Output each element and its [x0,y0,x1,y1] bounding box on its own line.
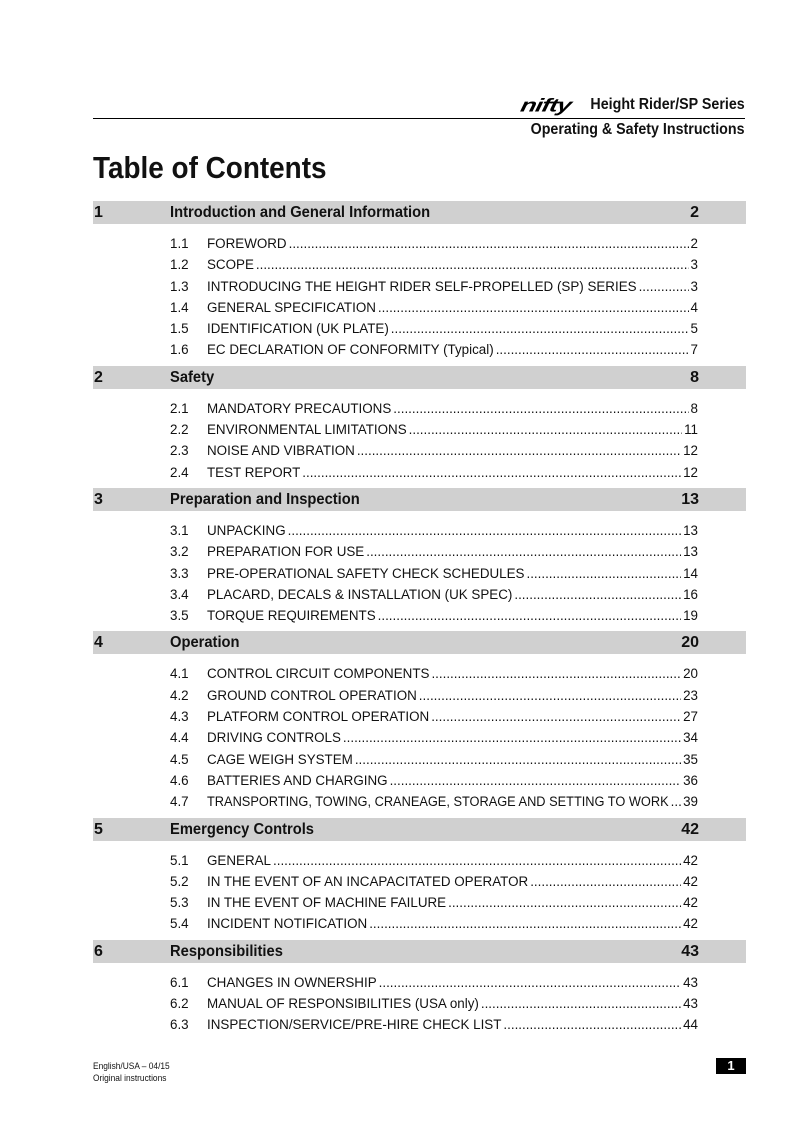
entry-title: IDENTIFICATION (UK PLATE) [207,321,389,337]
dot-leader [448,892,681,913]
section-header-2[interactable] [93,366,746,389]
entry-title: INSPECTION/SERVICE/PRE-HIRE CHECK LIST [207,1017,502,1033]
entry-page: 43 [683,996,698,1012]
footer-language-date: English/USA – 04/15 [93,1061,170,1072]
entry-title: EC DECLARATION OF CONFORMITY (Typical) [207,342,494,358]
section-entries-2 [93,389,746,488]
entry-page: 19 [683,608,698,624]
section-number: 1 [94,204,103,221]
toc-entry[interactable] [170,727,698,748]
section-page: 43 [681,942,699,960]
toc-entry[interactable] [170,419,698,440]
section-entries-5 [93,841,746,940]
section-number: 3 [94,490,103,508]
toc-entry[interactable] [170,685,698,706]
entry-title: UNPACKING [207,522,286,538]
section-page: 2 [690,204,699,221]
entry-number: 6.1 [170,974,189,990]
dot-leader [431,706,681,727]
section-title: Operation [170,634,240,652]
entry-number: 2.1 [170,400,189,416]
document-subtitle: Operating & Safety Instructions [531,121,745,138]
entry-page: 36 [683,772,698,788]
toc-entry[interactable] [170,993,698,1014]
toc-entry[interactable] [170,584,698,605]
dot-leader [530,871,681,892]
entry-title: CHANGES IN OWNERSHIP [207,974,377,990]
dot-leader [496,339,689,360]
dot-leader [514,584,681,605]
entry-page: 23 [683,687,698,703]
entry-title: MANDATORY PRECAUTIONS [207,400,392,416]
section-entries-3 [93,511,746,631]
section-title: Safety [170,368,215,386]
toc-entry[interactable] [170,254,698,275]
entry-number: 4.6 [170,772,189,788]
entry-page: 8 [690,400,698,416]
entry-number: 1.5 [170,321,189,337]
entry-page: 42 [683,852,698,868]
dot-leader [481,993,681,1014]
entry-page: 12 [683,443,698,459]
entry-title: PREPARATION FOR USE [207,544,365,560]
header-rule [93,118,745,119]
entry-page: 2 [690,236,698,251]
toc-entry[interactable] [170,605,698,626]
dot-leader [391,318,689,339]
toc-entry[interactable] [170,398,698,419]
dot-leader [378,297,689,318]
entry-number: 3.3 [170,565,189,581]
entry-number: 1.4 [170,299,189,315]
entry-page: 39 [683,794,698,810]
toc-entry[interactable] [170,892,698,913]
entry-number: 4.3 [170,709,189,725]
entry-title: INTRODUCING THE HEIGHT RIDER SELF-PROPELLED (SP) SERIES [207,278,637,294]
toc-entry[interactable] [170,706,698,727]
toc-entry[interactable] [170,440,698,461]
toc-entry[interactable] [170,297,698,318]
toc-entry[interactable] [170,871,698,892]
entry-number: 3.4 [170,586,189,602]
entry-number: 2.2 [170,422,189,438]
dot-leader [671,791,681,812]
entry-title: PRE-OPERATIONAL SAFETY CHECK SCHEDULES [207,565,525,581]
dot-leader [393,398,688,419]
entry-title: PLACARD, DECALS & INSTALLATION (UK SPEC) [207,586,513,602]
section-title: Introduction and General Information [170,204,431,221]
entry-page: 14 [683,565,698,581]
entry-number: 4.4 [170,730,189,746]
page-title: Table of Contents [93,150,327,185]
entry-title: FOREWORD [207,236,287,251]
entry-page: 42 [683,873,698,889]
dot-leader [355,749,681,770]
entry-page: 35 [683,751,698,767]
entry-number: 5.2 [170,873,189,889]
dot-leader [273,850,681,871]
section-header-6[interactable] [93,940,746,963]
entry-page: 7 [690,342,698,358]
entry-title: TRANSPORTING, TOWING, CRANEAGE, STORAGE AND SETTING TO WORK [207,794,669,810]
section-page: 42 [681,820,699,838]
toc-entry[interactable] [170,318,698,339]
section-title: Responsibilities [170,942,283,960]
dot-leader [369,913,681,934]
entry-number: 4.5 [170,751,189,767]
dot-leader [431,663,681,684]
entry-number: 4.1 [170,666,189,682]
section-header-4[interactable] [93,631,746,654]
entry-title: CAGE WEIGH SYSTEM [207,751,353,767]
toc-entry[interactable] [170,770,698,791]
entry-page: 13 [683,544,698,560]
section-page: 8 [690,368,699,386]
dot-leader [343,727,681,748]
toc-entry[interactable] [170,972,698,993]
entry-page: 43 [683,974,698,990]
entry-page: 12 [683,464,698,480]
section-header-1[interactable] [93,201,746,224]
dot-leader [357,440,681,461]
section-entries-1 [93,224,746,366]
dot-leader [288,520,681,541]
section-title: Emergency Controls [170,820,314,838]
entry-title: SCOPE [207,257,254,273]
section-page: 13 [681,490,699,508]
entry-page: 5 [690,321,698,337]
entry-page: 3 [690,257,698,273]
toc-entry[interactable] [170,520,698,541]
footer-info [93,1061,170,1085]
dot-leader [302,462,681,483]
entry-number: 6.2 [170,996,189,1012]
page-number-badge: 1 [716,1058,746,1074]
dot-leader [526,563,681,584]
toc-entry[interactable] [170,663,698,684]
entry-number: 3.1 [170,522,189,538]
section-header-5[interactable] [93,818,746,841]
section-title: Preparation and Inspection [170,490,360,508]
dot-leader [378,605,681,626]
dot-leader [379,972,681,993]
entry-number: 5.3 [170,895,189,911]
dot-leader [366,541,681,562]
entry-title: PLATFORM CONTROL OPERATION [207,709,430,725]
entry-title: IN THE EVENT OF AN INCAPACITATED OPERATOR [207,873,529,889]
entry-number: 2.4 [170,464,189,480]
dot-leader [419,685,681,706]
series-name: Height Rider/SP Series [590,96,745,113]
entry-page: 44 [683,1017,698,1033]
entry-title: GROUND CONTROL OPERATION [207,687,417,703]
entry-number: 4.2 [170,687,189,703]
section-number: 5 [94,820,103,838]
dot-leader [289,233,689,254]
entry-title: DRIVING CONTROLS [207,730,341,746]
entry-number: 5.4 [170,916,189,932]
entry-number: 4.7 [170,794,189,810]
toc-entry[interactable] [170,1014,698,1035]
entry-page: 42 [683,916,698,932]
dot-leader [639,276,689,297]
entry-number: 1.3 [170,278,189,294]
table-of-contents [93,201,746,1041]
entry-number: 1.2 [170,257,189,273]
entry-page: 42 [683,895,698,911]
entry-page: 34 [683,730,698,746]
entry-number: 3.5 [170,608,189,624]
entry-page: 13 [683,522,698,538]
toc-entry[interactable] [170,791,698,812]
toc-entry[interactable] [170,339,698,360]
entry-title: GENERAL [207,852,271,868]
entry-page: 3 [690,278,698,294]
toc-entry[interactable] [170,850,698,871]
section-page: 20 [681,634,699,652]
section-number: 6 [94,942,103,960]
section-header-3[interactable] [93,488,746,511]
document-header [0,92,745,118]
section-entries-6 [93,963,746,1041]
entry-title: INCIDENT NOTIFICATION [207,916,368,932]
entry-title: ENVIRONMENTAL LIMITATIONS [207,422,407,438]
entry-title: MANUAL OF RESPONSIBILITIES (USA only) [207,996,479,1012]
section-number: 4 [94,634,103,652]
toc-entry[interactable] [170,462,698,483]
section-number: 2 [94,368,103,386]
toc-entry[interactable] [170,913,698,934]
entry-number: 2.3 [170,443,189,459]
toc-entry[interactable] [170,563,698,584]
entry-title: GENERAL SPECIFICATION [207,299,376,315]
entry-page: 16 [683,586,698,602]
section-entries-4 [93,654,746,817]
entry-number: 1.1 [170,236,189,251]
toc-entry[interactable] [170,276,698,297]
entry-page: 4 [690,299,698,315]
entry-title: BATTERIES AND CHARGING [207,772,388,788]
entry-title: TORQUE REQUIREMENTS [207,608,376,624]
toc-entry[interactable] [170,541,698,562]
dot-leader [256,254,689,275]
entry-page: 27 [683,709,698,725]
entry-page: 11 [684,422,698,438]
nifty-logo: nifty [519,94,574,116]
entry-number: 3.2 [170,544,189,560]
entry-title: IN THE EVENT OF MACHINE FAILURE [207,895,447,911]
toc-entry[interactable] [170,233,698,254]
dot-leader [409,419,682,440]
footer-original-note: Original instructions [93,1073,167,1084]
dot-leader [503,1014,681,1035]
entry-title: TEST REPORT [207,464,301,480]
entry-title: NOISE AND VIBRATION [207,443,355,459]
toc-entry[interactable] [170,749,698,770]
entry-number: 6.3 [170,1017,189,1033]
entry-page: 20 [683,666,698,682]
entry-number: 1.6 [170,342,189,358]
dot-leader [390,770,682,791]
entry-title: CONTROL CIRCUIT COMPONENTS [207,666,430,682]
entry-number: 5.1 [170,852,189,868]
